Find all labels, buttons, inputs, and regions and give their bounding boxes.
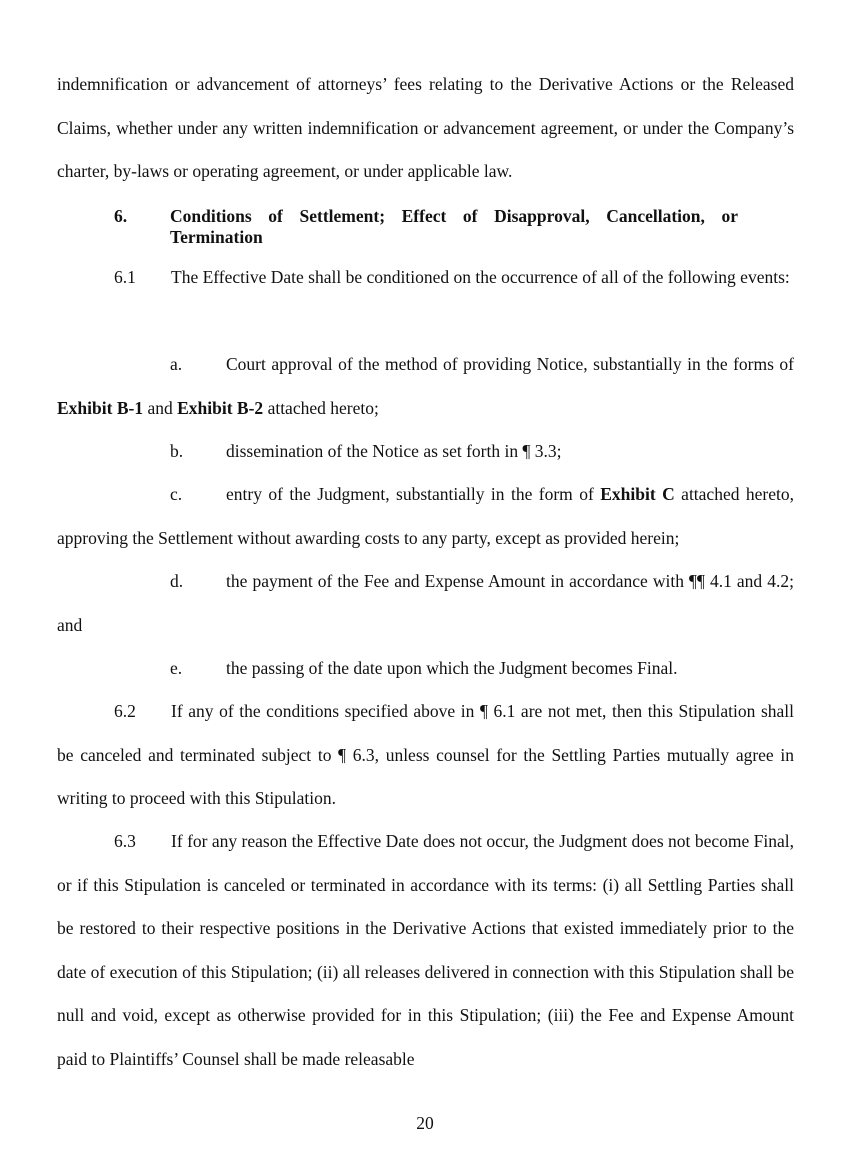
item-c-label: c. [170, 484, 183, 504]
item-c-text-post: attached hereto, approving the Settlement without awarding costs to any party, except as provided herein; [57, 484, 794, 548]
item-e-text: the passing of the date upon which the Judgment becomes Final. [226, 658, 678, 678]
intro-paragraph: indemnification or advancement of attorneys’ fees relating to the Derivative Actions or the Released Claims, whether under any written indemnification or advancement agreement, or under the Company’s charter, by-laws or operating agreement, or under applicable law. [57, 74, 794, 181]
section-6-title-line1: Conditions of Settlement; Effect of Disapproval, Cancellation, or [170, 206, 738, 226]
item-a-text-mid: and [143, 397, 178, 418]
item-b [57, 430, 794, 474]
item-a-exhibit-b2: Exhibit B-2 [177, 397, 264, 418]
item-b-label: b. [170, 441, 184, 461]
item-a-label: a. [170, 354, 183, 374]
section-6-title [170, 206, 738, 248]
paragraph-6-1-number: 6.1 [114, 267, 136, 287]
section-6-title-line2: Termination [170, 227, 263, 247]
item-c [57, 473, 794, 560]
item-e-label: e. [170, 658, 183, 678]
paragraph-6-1-text: The Effective Date shall be conditioned on the occurrence of all of the following events: [171, 267, 790, 287]
item-d-text: the payment of the Fee and Expense Amount in accordance with ¶¶ 4.1 and 4.2; and [57, 571, 794, 635]
paragraph-6-3-text: If for any reason the Effective Date does not occur, the Judgment does not become Final, or if this Stipulation is canceled or terminated in accordance with its terms: (i) all Settling Parties shall be restored to their respective positions in the Derivative Actions that existed immediately prior to the date of execution of this Stipulation; (ii) all releases delivered in connection with this Stipulation shall be null and void, except as otherwise provided for in this Stipulation; (iii) the Fee and Expense Amount paid to Plaintiffs’ Counsel shall be made releasable [57, 831, 794, 1069]
item-d [57, 560, 794, 647]
section-6-number: 6. [114, 206, 128, 226]
paragraph-6-2-text: If any of the conditions specified above in ¶ 6.1 are not met, then this Stipulation shall be canceled and terminated subject to ¶ 6.3, unless counsel for the Settling Parties mutually agree in writing to proceed with this Stipulation. [57, 701, 794, 808]
item-a-exhibit-b1: Exhibit B-1 [57, 397, 144, 418]
item-e [57, 647, 794, 691]
paragraph-6-2 [57, 690, 794, 821]
item-a-text-post: attached hereto; [263, 397, 379, 418]
paragraph-6-2-number: 6.2 [114, 701, 136, 721]
paragraph-6-3-number: 6.3 [114, 831, 136, 851]
item-a-text-pre: Court approval of the method of providing Notice, substantially in the forms of [226, 354, 794, 374]
item-c-exhibit-c: Exhibit C [600, 484, 675, 504]
item-a [57, 343, 794, 430]
item-c-text-pre: entry of the Judgment, substantially in the form of [226, 484, 601, 504]
page-number: 20 [416, 1113, 434, 1133]
paragraph-6-3 [57, 820, 794, 1081]
item-d-label: d. [170, 571, 184, 591]
item-b-text: dissemination of the Notice as set forth in ¶ 3.3; [226, 441, 562, 461]
paragraph-6-1 [57, 256, 794, 300]
